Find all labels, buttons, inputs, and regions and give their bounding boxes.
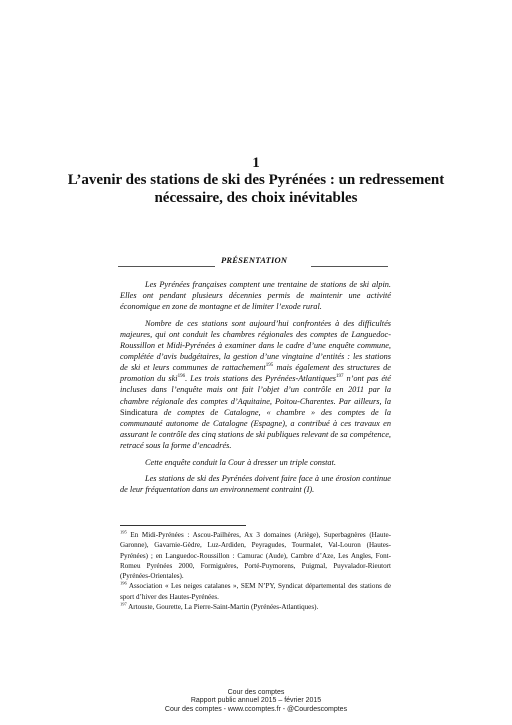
footnote-separator [120, 525, 246, 526]
footnote [120, 530, 391, 581]
paragraph-text: Nombre de ces stations sont aujourd’hui confrontées à des difficultés majeures, qui ont conduit les chambres régionales des comptes de Languedoc-Roussillon et Midi-Pyrénées à examiner dans le cadre d’une enquête commune, complétée d’avis budgétaires, la gestion d’une vingtaine d’entités : les stations de ski et leurs communes de rattachement [120, 318, 391, 373]
heading-rule-left [118, 266, 215, 267]
paragraph-text: mais également des structures de promotion du ski [120, 363, 391, 384]
body-text [120, 279, 391, 501]
section-label: PRÉSENTATION [221, 255, 288, 265]
body-paragraph [120, 473, 391, 495]
footer-line-1: Cour des comptes [227, 689, 285, 696]
body-paragraph [120, 318, 391, 451]
footnotes [120, 530, 391, 612]
footnote-number: 197 [120, 601, 127, 607]
upright-term: Sindicatura [120, 407, 158, 417]
footnote-ref: 195 [265, 363, 274, 369]
footnote-ref: 196 [177, 374, 186, 380]
footnote-text: En Midi-Pyrénées : Ascou-Pailhères, Ax 3 domaines (Ariège), Superbagnères (Haute-Garonne), Gavarnie-Gèdre, Luz-Ardiden, Peyragudes, Tourmalet, Val-Louron (Hautes-Pyrénées) ; en Languedoc-Roussillon : Camurac (Aude), Cambre d’Aze, Les Angles, Font-Romeu Pyrénées 2000, Formiguères, Porté-Puymorens, Puigmal, Puyvalador-Rieutort (Pyrénées-Orientales). [120, 531, 391, 581]
paragraph-text: Cette enquête conduit la Cour à dresser un triple constat. [145, 457, 336, 467]
body-paragraph [120, 279, 391, 312]
paragraph-text: . Les trois stations des Pyrénées-Atlantiques [185, 374, 337, 384]
paragraph-text: Les Pyrénées françaises comptent une trentaine de stations de ski alpin. Elles ont pendant plusieurs décennies permis de maintenir une activité économique en zone de montagne et de limiter l’exode rural. [120, 280, 391, 312]
footnote-number: 195 [120, 529, 127, 535]
paragraph-text: de comptes de Catalogne, « chambre » des comptes de la communauté autonome de Catalogne (Espagne), a contribué à ces travaux en assurant le contrôle des cinq stations de ski publiques relevant de sa compétence, retracé sous la forme d’encadrés. [120, 407, 391, 450]
footnote-number: 196 [120, 581, 127, 587]
footer-line-3: Cour des comptes - www.ccomptes.fr - @Courdescomptes [164, 705, 348, 713]
section-heading [118, 255, 388, 269]
footnote [120, 581, 391, 602]
chapter-number: 1 [252, 155, 260, 171]
footer-line-2: Rapport public annuel 2015 – février 2015 [190, 697, 322, 705]
footnote-text: Artouste, Gourette, La Pierre-Saint-Martin (Pyrénées-Atlantiques). [126, 603, 319, 612]
footnote-text: Association « Les neiges catalanes », SEM N’PY, Syndicat départemental des stations de sport d’hiver des Hautes-Pyrénées. [120, 582, 391, 601]
paragraph-text: n’ont pas été incluses dans l’enquête mais ont fait l’objet d’un contrôle en 2011 par la chambre régionale des comptes d’Aquitaine, Poitou-Charentes. Par ailleurs, la [120, 374, 391, 406]
chapter-title: L’avenir des stations de ski des Pyrénées : un redressement nécessaire, des choix inévitables [67, 172, 445, 206]
paragraph-text: Les stations de ski des Pyrénées doivent faire face à une érosion continue de leur fréquentation dans un environnement contraint (I). [120, 474, 391, 495]
footnote-ref: 197 [336, 374, 344, 380]
body-paragraph [120, 457, 391, 468]
footnote [120, 602, 391, 612]
page-footer [0, 689, 512, 714]
heading-rule-right [311, 266, 388, 267]
